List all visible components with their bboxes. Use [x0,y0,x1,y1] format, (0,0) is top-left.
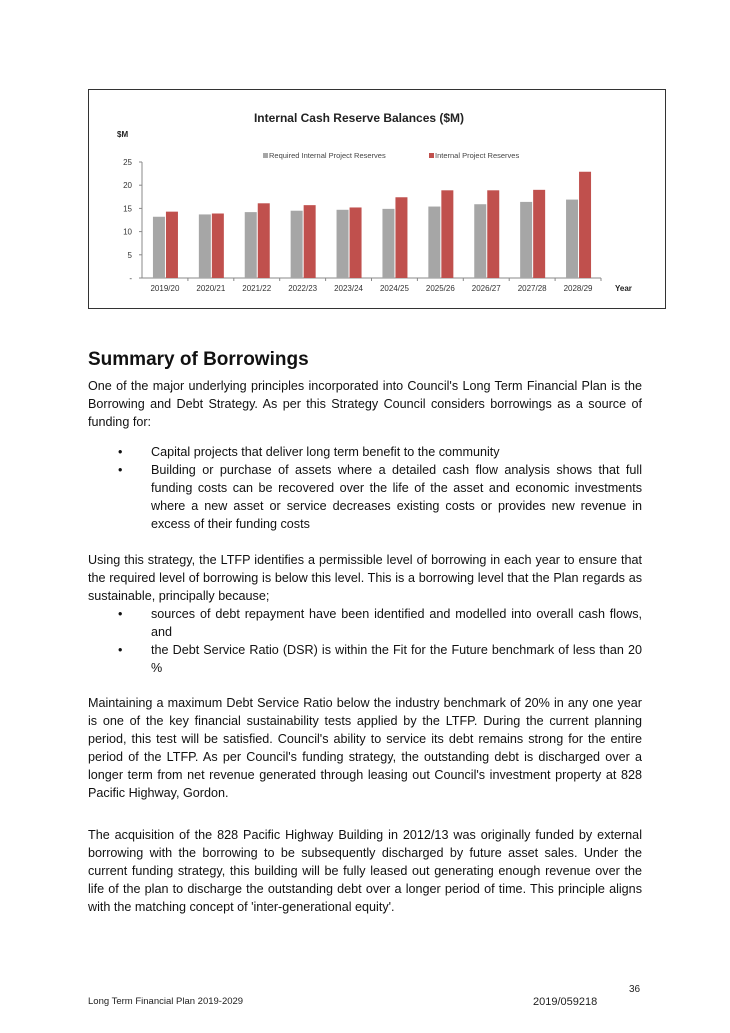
acquisition-paragraph: The acquisition of the 828 Pacific Highway Building in 2012/13 was originally funded by external borrowing with the borrowing to be subsequently discharged by future asset sales. Under the current funding strategy, this building will be fully leased out generating enough revenue over the life of the plan to discharge the outstanding debt over a longer period of time. This principle aligns with the matching concept of 'inter-generational equity'. [88,828,642,914]
sustainability-reasons-list [88,605,642,677]
bar-required [153,217,165,278]
bar-required [337,210,349,278]
footer-doc-title: Long Term Financial Plan 2019-2029 [88,996,244,1007]
bar-required [245,212,257,278]
intro-paragraph: One of the major underlying principles incorporated into Council's Long Term Financial Plan is the Borrowing and Debt Strategy. As per this Strategy Council considers borrowings as a source of funding for: [88,379,642,429]
y-tick-label: 5 [127,250,132,260]
x-tick-label: 2026/27 [471,284,501,293]
x-tick-label: 2024/25 [379,284,409,293]
funding-sources-list [88,443,642,533]
x-tick-label: 2021/22 [242,284,272,293]
bar-required [382,209,394,278]
list-item [88,443,642,461]
bar-required [428,207,440,278]
list-item [88,461,642,533]
list-item-text: Building or purchase of assets where a detailed cash flow analysis shows that full funding costs can be recovered over the life of the asset and economic investments where a new asset or service decreases existing costs or provides new revenue in excess of their funding costs [151,463,642,531]
bullet-glyph: • [118,643,123,657]
bar-internal [350,207,362,278]
bar-required [291,211,303,278]
cash-reserve-chart [89,90,667,310]
x-tick-label: 2022/23 [288,284,318,293]
bar-internal [579,172,591,278]
strategy-paragraph: Using this strategy, the LTFP identifies a permissible level of borrowing in each year to ensure that the required level of borrowing is below this level. This is a borrowing level that the Plan regards as sustainable, principally because; [88,553,642,603]
legend-swatch [263,153,268,158]
x-axis-label: Year [615,284,632,293]
list-item-text: sources of debt repayment have been identified and modelled into overall cash flows, and [151,607,642,639]
list-item [88,641,642,677]
legend-label: Internal Project Reserves [435,151,520,160]
x-tick-label: 2019/20 [150,284,180,293]
section-title: Summary of Borrowings [88,349,309,370]
y-axis-label: $M [117,130,129,139]
y-tick-label: 20 [123,181,132,191]
list-item-text: Capital projects that deliver long term benefit to the community [151,445,500,459]
y-tick-label: 15 [123,204,132,214]
x-tick-label: 2028/29 [563,284,593,293]
chart-frame [88,89,666,309]
bar-internal [441,190,453,278]
bar-internal [212,214,224,278]
legend-swatch [429,153,434,158]
chart-title: Internal Cash Reserve Balances ($M) [253,111,465,125]
bar-required [474,204,486,278]
y-tick-label: 25 [123,158,132,167]
x-tick-label: 2023/24 [334,284,364,293]
bullet-glyph: • [118,445,123,459]
x-tick-label: 2020/21 [196,284,226,293]
bullet-glyph: • [118,463,123,477]
x-tick-label: 2027/28 [517,284,547,293]
bar-internal [395,197,407,278]
bar-required [199,214,211,278]
x-tick-label: 2025/26 [425,284,455,293]
bar-required [566,200,578,278]
legend-label: Required Internal Project Reserves [269,151,386,160]
dsr-paragraph: Maintaining a maximum Debt Service Ratio below the industry benchmark of 20% in any one year is one of the key financial sustainability tests applied by the LTFP. During the current planning period, this test will be satisfied. Council's ability to service its debt remains strong for the entire period of the LTFP. As per Council's funding strategy, the outstanding debt is discharged over a longer term from net revenue generated through leasing out Council's investment property at 828 Pacific Highway, Gordon. [88,696,642,800]
list-item [88,605,642,641]
list-item-text: the Debt Service Ratio (DSR) is within the Fit for the Future benchmark of less than 20 % [151,643,642,675]
page-number: 36 [629,984,641,995]
bar-internal [304,205,316,278]
footer-doc-ref: 2019/059218 [533,996,598,1008]
bar-required [520,202,532,278]
bar-internal [487,190,499,278]
y-tick-label: - [129,274,132,283]
bar-internal [533,190,545,278]
bullet-glyph: • [118,607,123,621]
y-tick-label: 10 [123,227,132,237]
bar-internal [258,203,270,278]
bar-internal [166,212,178,278]
